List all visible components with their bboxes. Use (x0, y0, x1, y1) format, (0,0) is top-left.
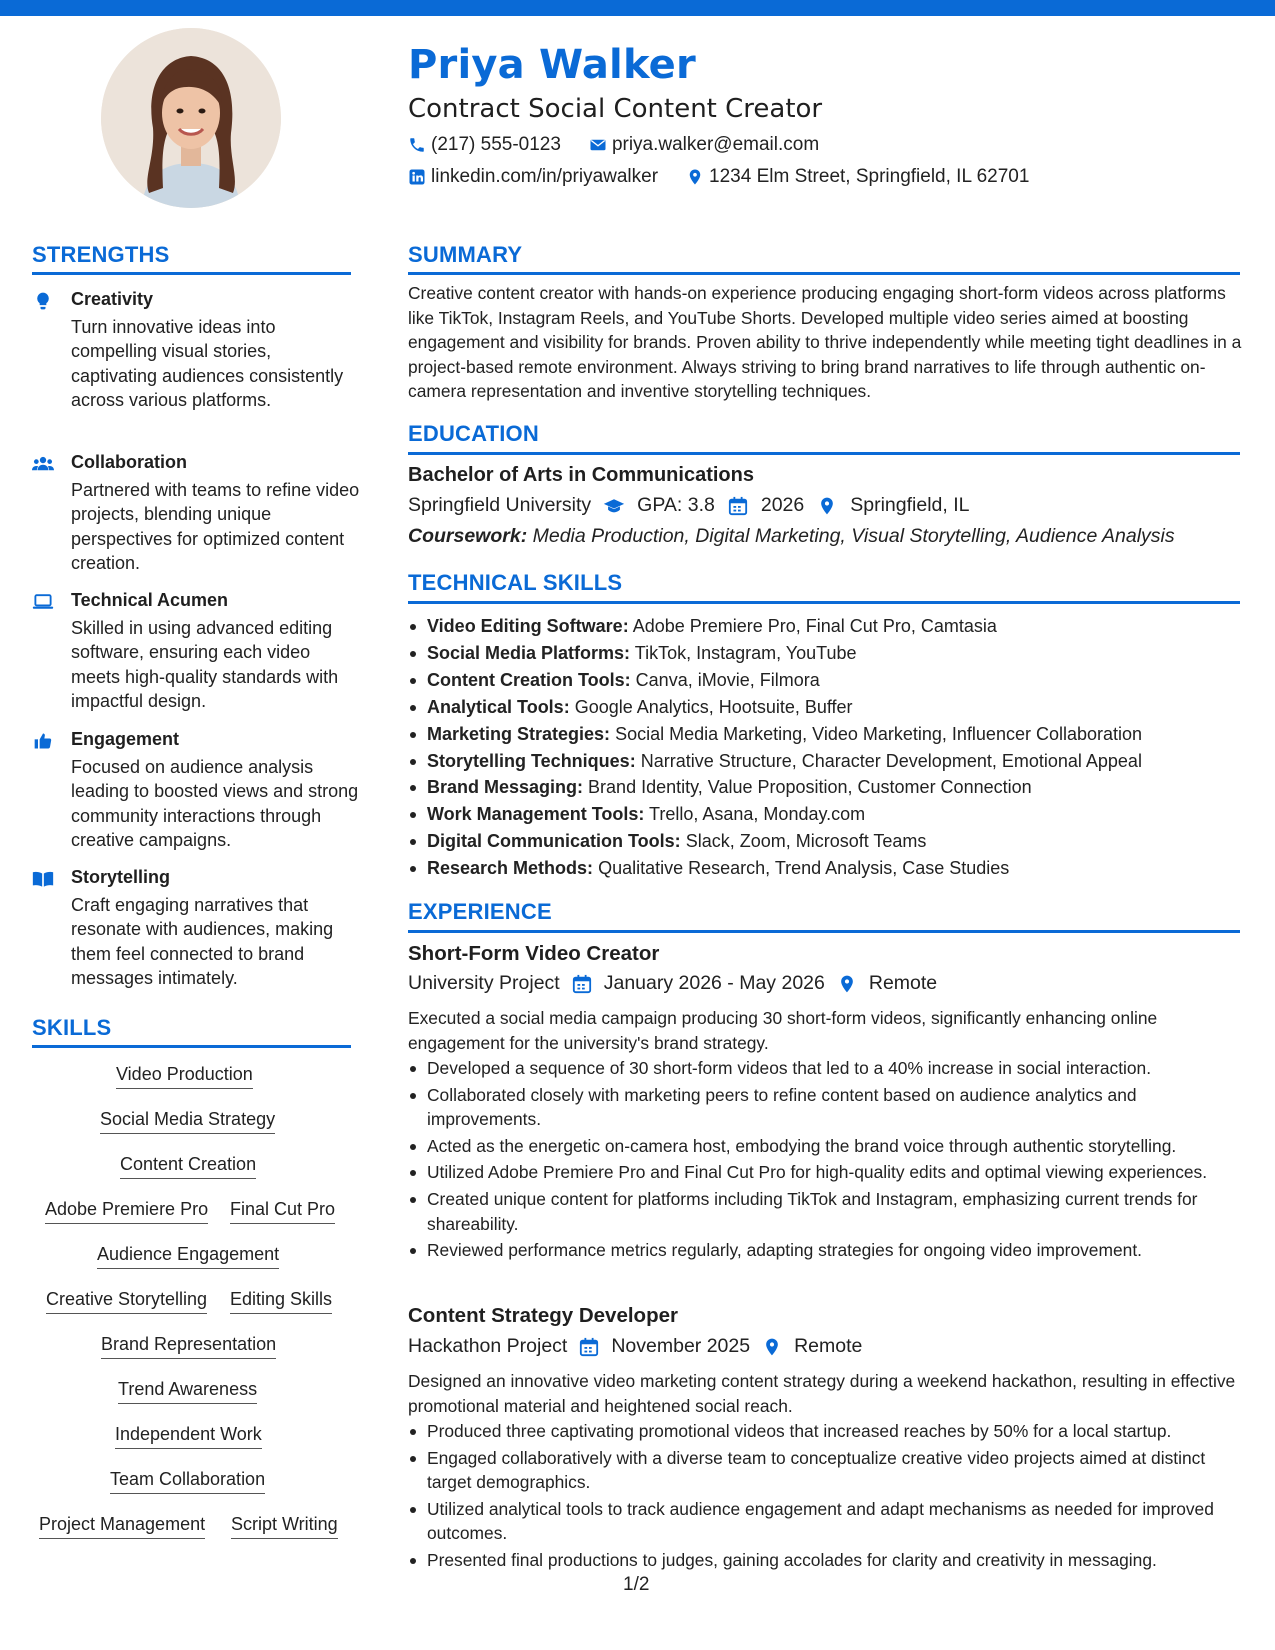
education-degree: Bachelor of Arts in Communications (408, 464, 754, 486)
phone-contact[interactable] (408, 134, 561, 156)
list-item: Content Creation Tools: Canva, iMovie, Filmora (408, 667, 1248, 694)
calendar-icon (572, 974, 592, 994)
skill-tag: Final Cut Pro (230, 1199, 335, 1224)
skill-tag: Trend Awareness (118, 1379, 257, 1404)
list-item: Social Media Platforms: TikTok, Instagram, YouTube (408, 640, 1248, 667)
linkedin-text: linkedin.com/in/priyawalker (431, 166, 659, 187)
strength-title: Storytelling (71, 867, 171, 887)
list-item: Engaged collaboratively with a diverse team to conceptualize creative video projects aimed at distinct target demographics. (408, 1446, 1248, 1495)
candidate-role: Contract Social Content Creator (408, 94, 823, 124)
skill-tag: Script Writing (231, 1514, 338, 1539)
address-contact (686, 166, 1029, 188)
skill-tag: Team Collaboration (110, 1469, 265, 1494)
job-dates: January 2026 - May 2026 (603, 972, 825, 994)
strengths-divider (32, 272, 351, 275)
list-item: Research Methods: Qualitative Research, Trend Analysis, Case Studies (408, 855, 1248, 882)
list-item: Acted as the energetic on-camera host, embodying the brand voice through authentic storytelling. (408, 1134, 1248, 1159)
map-pin-icon (837, 974, 857, 994)
job-meta (408, 972, 937, 995)
skill-tag: Audience Engagement (97, 1244, 279, 1269)
map-pin-icon (762, 1337, 782, 1357)
top-accent-bar (0, 0, 1275, 16)
map-pin-icon (686, 168, 704, 186)
technical-skills-heading: TECHNICAL SKILLS (408, 570, 623, 595)
strength-description: Partnered with teams to refine video projects, blending unique perspectives for optimized content creation. (71, 480, 360, 574)
skills-heading: SKILLS (32, 1015, 112, 1040)
education-divider (408, 452, 1240, 455)
users-icon (32, 454, 54, 474)
education-heading: EDUCATION (408, 421, 539, 446)
job-description: Executed a social media campaign producing 30 short-form videos, significantly enhancing online engagement for the university's brand strategy. (408, 1008, 1158, 1053)
list-item: Work Management Tools: Trello, Asana, Monday.com (408, 801, 1248, 828)
skill-tag: Project Management (39, 1514, 205, 1539)
skill-tag: Adobe Premiere Pro (45, 1199, 208, 1224)
list-item: Utilized Adobe Premiere Pro and Final Cut Pro for high-quality edits and optimal viewing experiences. (408, 1160, 1248, 1185)
coursework-label: Coursework: (408, 525, 528, 547)
profile-photo (101, 28, 281, 208)
experience-divider (408, 930, 1240, 933)
job-org: University Project (408, 972, 560, 994)
map-pin-icon (816, 496, 838, 516)
strength-title: Engagement (71, 729, 180, 749)
list-item: Digital Communication Tools: Slack, Zoom, Microsoft Teams (408, 828, 1248, 855)
education-location: Springfield, IL (850, 494, 970, 516)
job-title: Short-Form Video Creator (408, 942, 660, 965)
job-location: Remote (794, 1335, 863, 1357)
list-item: Marketing Strategies: Social Media Marketing, Video Marketing, Influencer Collaboration (408, 721, 1248, 748)
list-item: Utilized analytical tools to track audience engagement and adapt mechanisms as needed for improved outcomes. (408, 1497, 1248, 1546)
skills-divider (32, 1045, 351, 1048)
education-coursework (408, 525, 1175, 548)
list-item: Created unique content for platforms including TikTok and Instagram, emphasizing current trends for shareability. (408, 1187, 1248, 1236)
page-number: 1/2 (623, 1574, 650, 1595)
skill-tag: Brand Representation (101, 1334, 276, 1359)
list-item: Presented final productions to judges, gaining accolades for clarity and creativity in messaging. (408, 1548, 1248, 1573)
lightbulb-icon (32, 291, 54, 311)
linkedin-contact[interactable] (408, 166, 658, 188)
summary-text: Creative content creator with hands-on experience producing engaging short-form videos across platforms like TikTok, Instagram Reels, and YouTube Shorts. Developed multiple video series aimed at boosting engagement and visibility for brands. Proven ability to thrive independently while meeting tight deadlines in a project-based remote environment. Always striving to bring brand narratives to life through authentic on-camera representation and inventive storytelling techniques. (408, 283, 1242, 402)
job-bullets (408, 1419, 1248, 1575)
job-bullets (408, 1056, 1248, 1265)
education-year: 2026 (760, 494, 805, 516)
strength-description: Turn innovative ideas into compelling visual stories, captivating audiences consistently across various platforms. (71, 317, 344, 411)
technical-skills-list (408, 613, 1248, 882)
calendar-icon (579, 1337, 599, 1357)
list-item: Video Editing Software: Adobe Premiere Pro, Final Cut Pro, Camtasia (408, 613, 1248, 640)
contact-row-secondary (408, 166, 1057, 188)
technical-skills-divider (408, 601, 1240, 604)
linkedin-icon (408, 168, 426, 186)
phone-icon (408, 136, 426, 154)
job-title: Content Strategy Developer (408, 1304, 678, 1327)
skill-tag: Independent Work (115, 1424, 262, 1449)
list-item: Analytical Tools: Google Analytics, Hootsuite, Buffer (408, 694, 1248, 721)
coursework-text: Media Production, Digital Marketing, Visual Storytelling, Audience Analysis (532, 525, 1175, 547)
strength-description: Craft engaging narratives that resonate with audiences, making them feel connected to brand messages intimately. (71, 895, 334, 989)
contact-row-primary (408, 134, 847, 156)
education-meta (408, 494, 969, 517)
education-gpa: GPA: 3.8 (637, 494, 715, 516)
strength-description: Skilled in using advanced editing software, ensuring each video meets high-quality standards with impactful design. (71, 618, 339, 712)
email-contact[interactable] (589, 134, 819, 156)
phone-text: (217) 555-0123 (431, 134, 561, 155)
thumbs-up-icon (32, 731, 54, 751)
strengths-heading: STRENGTHS (32, 242, 170, 267)
education-school: Springfield University (408, 494, 592, 516)
book-icon (32, 869, 54, 889)
list-item: Brand Messaging: Brand Identity, Value Proposition, Customer Connection (408, 774, 1248, 801)
skill-tag: Social Media Strategy (100, 1109, 275, 1134)
strength-title: Technical Acumen (71, 590, 229, 610)
job-dates: November 2025 (611, 1335, 751, 1357)
calendar-icon (727, 496, 749, 516)
strength-title: Collaboration (71, 452, 187, 472)
job-meta (408, 1335, 862, 1358)
experience-heading: EXPERIENCE (408, 899, 552, 924)
graduation-cap-icon (603, 496, 625, 516)
list-item: Collaborated closely with marketing peers to refine content based on audience analytics and improvements. (408, 1083, 1248, 1132)
summary-heading: SUMMARY (408, 242, 523, 267)
email-text: priya.walker@email.com (611, 134, 820, 155)
laptop-icon (32, 592, 54, 612)
list-item: Reviewed performance metrics regularly, adapting strategies for ongoing video improvement. (408, 1238, 1248, 1263)
strength-title: Creativity (71, 289, 154, 309)
skill-tag: Content Creation (120, 1154, 256, 1179)
list-item: Developed a sequence of 30 short-form videos that led to a 40% increase in social interaction. (408, 1056, 1248, 1081)
skill-tag: Editing Skills (230, 1289, 332, 1314)
summary-divider (408, 272, 1240, 275)
job-description: Designed an innovative video marketing content strategy during a weekend hackathon, resulting in effective promotional material and heightened social reach. (408, 1371, 1236, 1416)
skill-tag: Creative Storytelling (46, 1289, 207, 1314)
list-item: Storytelling Techniques: Narrative Structure, Character Development, Emotional Appeal (408, 748, 1248, 775)
job-location: Remote (868, 972, 938, 994)
candidate-name: Priya Walker (408, 42, 696, 88)
job-org: Hackathon Project (408, 1335, 568, 1357)
address-text: 1234 Elm Street, Springfield, IL 62701 (709, 166, 1030, 187)
skill-tag: Video Production (116, 1064, 253, 1089)
strength-description: Focused on audience analysis leading to boosted views and strong community interactions through creative campaigns. (71, 757, 359, 851)
list-item: Produced three captivating promotional videos that increased reaches by 50% for a local startup. (408, 1419, 1248, 1444)
envelope-icon (589, 136, 607, 154)
